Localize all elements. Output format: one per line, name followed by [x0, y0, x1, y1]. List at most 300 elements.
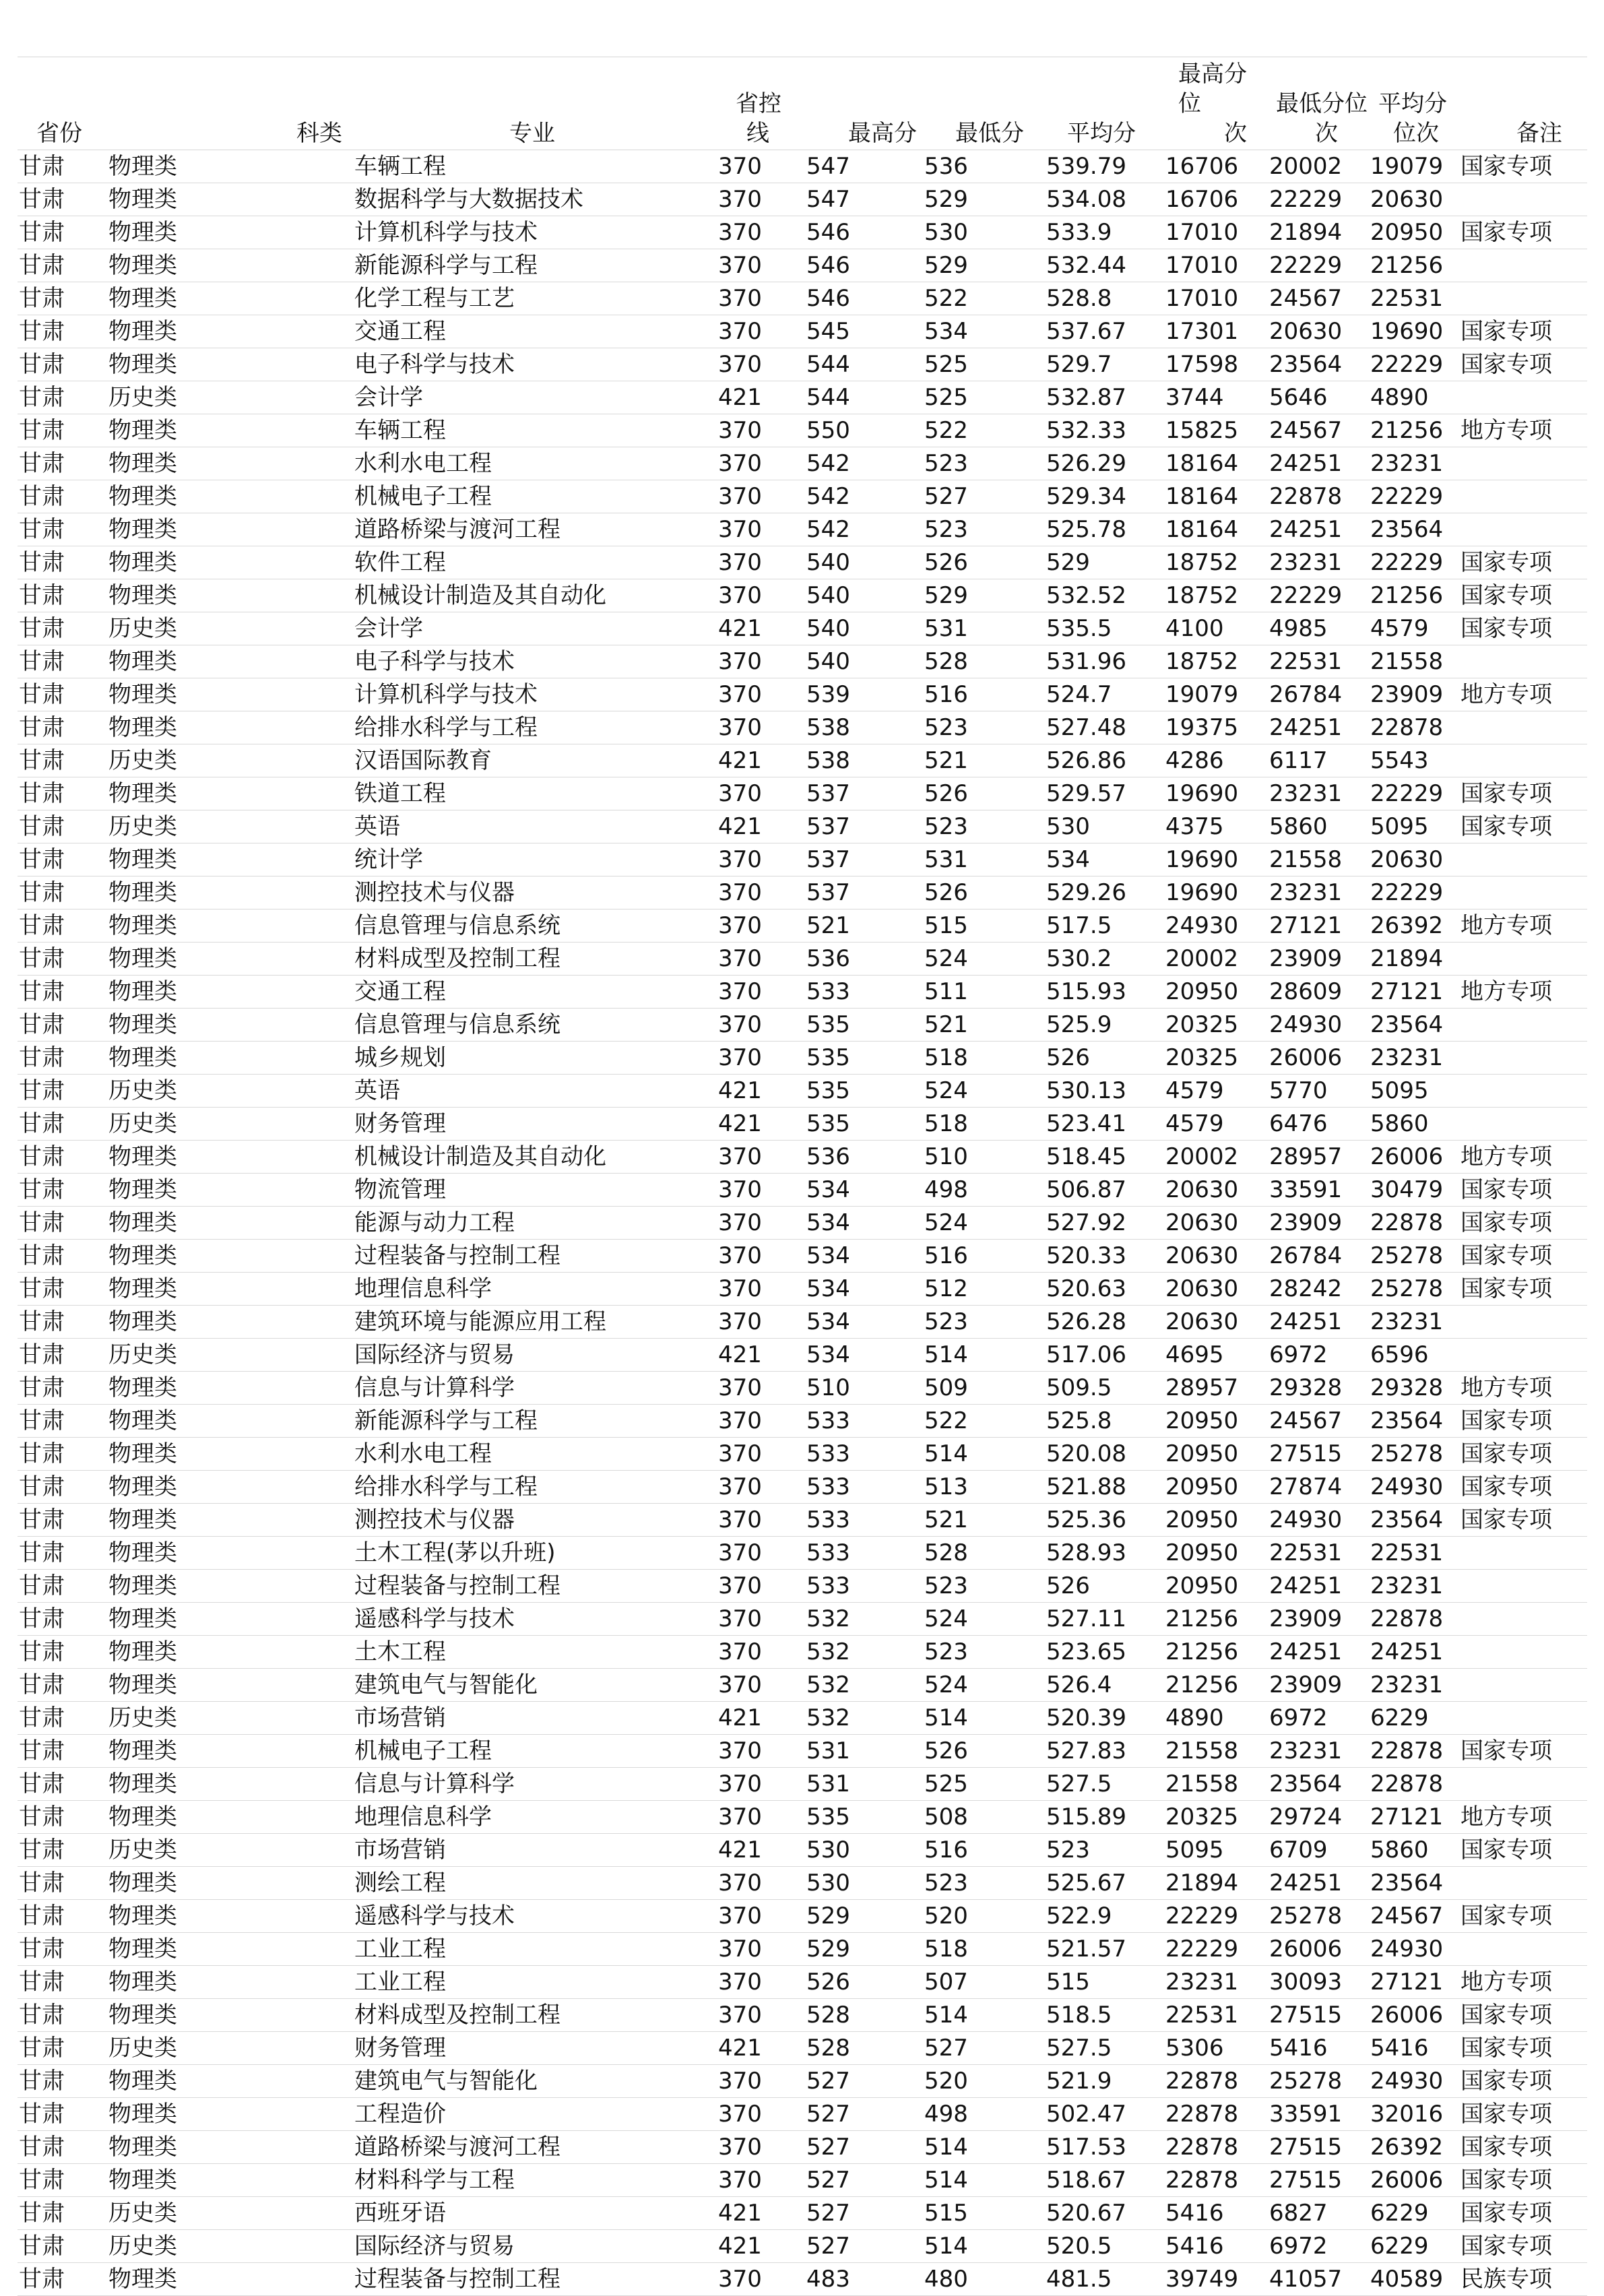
cell-province: 甘肃: [18, 1042, 108, 1075]
cell-note: [1461, 1042, 1587, 1075]
cell-major: 会计学: [354, 612, 718, 645]
cell-max-score: 483: [806, 2263, 924, 2296]
cell-category: 物理类: [108, 183, 354, 216]
cell-avg-rank: 27121: [1370, 976, 1461, 1009]
cell-max-score: 527: [806, 2098, 924, 2131]
cell-control-line: 370: [718, 1900, 806, 1933]
cell-major: 市场营销: [354, 1834, 718, 1867]
cell-note: 国家专项: [1461, 216, 1587, 249]
cell-min-score: 521: [924, 1009, 1046, 1042]
table-row: [18, 1834, 1587, 1867]
cell-avg-rank: 22229: [1370, 546, 1461, 579]
cell-max-score: 533: [806, 1438, 924, 1471]
cell-major: 建筑电气与智能化: [354, 1669, 718, 1702]
cell-min-score: 511: [924, 976, 1046, 1009]
cell-avg-score: 527.48: [1046, 711, 1165, 744]
cell-category: 物理类: [108, 480, 354, 513]
header-province: 省份: [18, 59, 108, 150]
cell-avg-rank: 25278: [1370, 1240, 1461, 1273]
table-row: [18, 2131, 1587, 2164]
cell-avg-rank: 22531: [1370, 1537, 1461, 1570]
cell-major: 建筑电气与智能化: [354, 2065, 718, 2098]
cell-province: 甘肃: [18, 2098, 108, 2131]
cell-avg-score: 532.52: [1046, 579, 1165, 612]
cell-control-line: 421: [718, 1702, 806, 1735]
cell-category: 物理类: [108, 2065, 354, 2098]
cell-major: 工程造价: [354, 2098, 718, 2131]
cell-avg-rank: 22229: [1370, 777, 1461, 810]
cell-avg-score: 525.78: [1046, 513, 1165, 546]
header-avg-rank: [1370, 59, 1461, 150]
cell-min-score: 523: [924, 711, 1046, 744]
cell-note: [1461, 1537, 1587, 1570]
header-max-rank-part2: 次: [1224, 120, 1247, 147]
table-row: [18, 1108, 1587, 1141]
cell-control-line: 421: [718, 744, 806, 777]
cell-avg-rank: 24251: [1370, 1636, 1461, 1669]
cell-category: 物理类: [108, 1141, 354, 1174]
cell-max-score: 533: [806, 1504, 924, 1537]
cell-min-rank: 27874: [1269, 1471, 1370, 1504]
cell-max-score: 535: [806, 1009, 924, 1042]
cell-min-score: 524: [924, 1075, 1046, 1108]
cell-max-score: 534: [806, 1273, 924, 1306]
cell-max-score: 528: [806, 2032, 924, 2065]
cell-category: 物理类: [108, 513, 354, 546]
cell-avg-score: 518.67: [1046, 2164, 1165, 2197]
cell-max-score: 531: [806, 1735, 924, 1768]
cell-major: 道路桥梁与渡河工程: [354, 2131, 718, 2164]
cell-max-rank: 5306: [1165, 2032, 1269, 2065]
cell-max-score: 510: [806, 1372, 924, 1405]
cell-province: 甘肃: [18, 1174, 108, 1207]
table-row: [18, 1537, 1587, 1570]
cell-province: 甘肃: [18, 1966, 108, 1999]
table-row: [18, 2032, 1587, 2065]
header-major: 专业: [354, 59, 718, 150]
table-row: [18, 2065, 1587, 2098]
cell-major: 地理信息科学: [354, 1801, 718, 1834]
table-row: [18, 645, 1587, 678]
cell-province: 甘肃: [18, 480, 108, 513]
cell-min-score: 522: [924, 282, 1046, 315]
cell-note: 国家专项: [1461, 612, 1587, 645]
cell-category: 物理类: [108, 282, 354, 315]
cell-min-rank: 23909: [1269, 1207, 1370, 1240]
table-row: [18, 1075, 1587, 1108]
cell-major: 材料成型及控制工程: [354, 943, 718, 976]
cell-control-line: 370: [718, 447, 806, 480]
cell-category: 物理类: [108, 1273, 354, 1306]
cell-max-rank: 21256: [1165, 1669, 1269, 1702]
cell-avg-score: 523: [1046, 1834, 1165, 1867]
cell-province: 甘肃: [18, 1768, 108, 1801]
cell-major: 道路桥梁与渡河工程: [354, 513, 718, 546]
cell-min-rank: 26784: [1269, 1240, 1370, 1273]
cell-category: 物理类: [108, 1900, 354, 1933]
cell-province: 甘肃: [18, 1900, 108, 1933]
cell-max-score: 537: [806, 810, 924, 843]
cell-max-rank: 24930: [1165, 910, 1269, 943]
cell-min-rank: 24251: [1269, 1867, 1370, 1900]
cell-min-rank: 24251: [1269, 513, 1370, 546]
cell-control-line: 370: [718, 1306, 806, 1339]
cell-category: 历史类: [108, 1339, 354, 1372]
table-row: [18, 1669, 1587, 1702]
cell-min-rank: 22531: [1269, 645, 1370, 678]
cell-max-rank: 16706: [1165, 183, 1269, 216]
cell-max-score: 540: [806, 546, 924, 579]
cell-major: 土木工程: [354, 1636, 718, 1669]
cell-category: 物理类: [108, 1603, 354, 1636]
cell-avg-score: 525.8: [1046, 1405, 1165, 1438]
cell-category: 物理类: [108, 1867, 354, 1900]
table-row: [18, 1735, 1587, 1768]
cell-category: 物理类: [108, 1966, 354, 1999]
cell-province: 甘肃: [18, 579, 108, 612]
cell-avg-rank: 21558: [1370, 645, 1461, 678]
cell-max-score: 521: [806, 910, 924, 943]
cell-major: 地理信息科学: [354, 1273, 718, 1306]
cell-control-line: 370: [718, 1405, 806, 1438]
cell-note: [1461, 1339, 1587, 1372]
cell-avg-rank: 4890: [1370, 381, 1461, 414]
cell-major: 建筑环境与能源应用工程: [354, 1306, 718, 1339]
cell-max-score: 530: [806, 1834, 924, 1867]
cell-control-line: 370: [718, 943, 806, 976]
cell-note: 国家专项: [1461, 2197, 1587, 2230]
cell-max-rank: 17010: [1165, 249, 1269, 282]
header-note: 备注: [1461, 59, 1587, 150]
cell-category: 物理类: [108, 976, 354, 1009]
table-row: [18, 414, 1587, 447]
cell-max-score: 542: [806, 513, 924, 546]
cell-province: 甘肃: [18, 711, 108, 744]
cell-province: 甘肃: [18, 943, 108, 976]
cell-max-rank: 21558: [1165, 1768, 1269, 1801]
cell-major: 给排水科学与工程: [354, 711, 718, 744]
cell-control-line: 370: [718, 282, 806, 315]
cell-min-score: 524: [924, 1207, 1046, 1240]
cell-min-score: 525: [924, 381, 1046, 414]
cell-province: 甘肃: [18, 1867, 108, 1900]
cell-avg-rank: 6596: [1370, 1339, 1461, 1372]
cell-min-rank: 23231: [1269, 1735, 1370, 1768]
table-row: [18, 2263, 1587, 2296]
cell-avg-score: 517.5: [1046, 910, 1165, 943]
cell-major: 计算机科学与技术: [354, 216, 718, 249]
cell-note: [1461, 1075, 1587, 1108]
cell-avg-rank: 6229: [1370, 1702, 1461, 1735]
cell-category: 物理类: [108, 777, 354, 810]
cell-min-score: 510: [924, 1141, 1046, 1174]
cell-avg-score: 509.5: [1046, 1372, 1165, 1405]
cell-min-score: 518: [924, 1933, 1046, 1966]
cell-major: 过程装备与控制工程: [354, 2263, 718, 2296]
cell-min-rank: 24251: [1269, 1306, 1370, 1339]
cell-province: 甘肃: [18, 1141, 108, 1174]
cell-note: [1461, 1669, 1587, 1702]
cell-min-score: 516: [924, 1834, 1046, 1867]
cell-max-rank: 18164: [1165, 513, 1269, 546]
cell-avg-score: 515.93: [1046, 976, 1165, 1009]
cell-max-score: 527: [806, 2065, 924, 2098]
cell-category: 历史类: [108, 810, 354, 843]
cell-max-rank: 5416: [1165, 2230, 1269, 2263]
cell-category: 历史类: [108, 1075, 354, 1108]
cell-province: 甘肃: [18, 1801, 108, 1834]
table-row: [18, 744, 1587, 777]
cell-note: 国家专项: [1461, 1405, 1587, 1438]
cell-category: 历史类: [108, 744, 354, 777]
header-avg-score: 平均分: [1046, 59, 1165, 150]
cell-avg-rank: 23564: [1370, 1405, 1461, 1438]
cell-control-line: 370: [718, 678, 806, 711]
cell-note: [1461, 876, 1587, 910]
table-row: [18, 2230, 1587, 2263]
cell-max-score: 533: [806, 1537, 924, 1570]
cell-avg-score: 529: [1046, 546, 1165, 579]
cell-min-rank: 22531: [1269, 1537, 1370, 1570]
cell-max-rank: 28957: [1165, 1372, 1269, 1405]
cell-avg-rank: 32016: [1370, 2098, 1461, 2131]
cell-min-score: 514: [924, 1339, 1046, 1372]
cell-max-rank: 39749: [1165, 2263, 1269, 2296]
cell-avg-rank: 22229: [1370, 876, 1461, 910]
cell-min-score: 531: [924, 843, 1046, 876]
cell-avg-rank: 6229: [1370, 2197, 1461, 2230]
cell-province: 甘肃: [18, 447, 108, 480]
cell-note: 国家专项: [1461, 1471, 1587, 1504]
cell-min-score: 507: [924, 1966, 1046, 1999]
header-min-rank-part2: 次: [1315, 120, 1338, 147]
cell-major: 机械电子工程: [354, 1735, 718, 1768]
cell-avg-rank: 23564: [1370, 513, 1461, 546]
table-row: [18, 1636, 1587, 1669]
cell-category: 物理类: [108, 943, 354, 976]
cell-max-score: 537: [806, 843, 924, 876]
table-row: [18, 2164, 1587, 2197]
cell-note: [1461, 1306, 1587, 1339]
cell-max-score: 533: [806, 1405, 924, 1438]
cell-avg-rank: 40589: [1370, 2263, 1461, 2296]
cell-control-line: 421: [718, 2197, 806, 2230]
cell-province: 甘肃: [18, 1471, 108, 1504]
cell-category: 物理类: [108, 546, 354, 579]
cell-note: 国家专项: [1461, 315, 1587, 348]
cell-min-score: 520: [924, 2065, 1046, 2098]
cell-min-score: 526: [924, 1735, 1046, 1768]
cell-max-rank: 4579: [1165, 1075, 1269, 1108]
cell-major: 机械电子工程: [354, 480, 718, 513]
cell-province: 甘肃: [18, 546, 108, 579]
cell-avg-score: 526: [1046, 1570, 1165, 1603]
cell-avg-rank: 23564: [1370, 1009, 1461, 1042]
table-row: [18, 612, 1587, 645]
cell-major: 水利水电工程: [354, 447, 718, 480]
cell-avg-rank: 25278: [1370, 1273, 1461, 1306]
cell-category: 物理类: [108, 678, 354, 711]
cell-min-score: 524: [924, 1603, 1046, 1636]
cell-min-rank: 24251: [1269, 1570, 1370, 1603]
cell-max-score: 532: [806, 1636, 924, 1669]
cell-avg-rank: 23231: [1370, 1306, 1461, 1339]
cell-control-line: 370: [718, 1603, 806, 1636]
cell-min-score: 531: [924, 612, 1046, 645]
cell-major: 机械设计制造及其自动化: [354, 579, 718, 612]
cell-avg-rank: 23564: [1370, 1867, 1461, 1900]
cell-min-score: 514: [924, 1999, 1046, 2032]
cell-max-rank: 18164: [1165, 480, 1269, 513]
cell-province: 甘肃: [18, 1933, 108, 1966]
cell-control-line: 370: [718, 1438, 806, 1471]
cell-avg-score: 530: [1046, 810, 1165, 843]
cell-min-score: 525: [924, 348, 1046, 381]
cell-min-rank: 27515: [1269, 2131, 1370, 2164]
cell-category: 历史类: [108, 381, 354, 414]
cell-avg-rank: 22531: [1370, 282, 1461, 315]
cell-province: 甘肃: [18, 1273, 108, 1306]
cell-category: 物理类: [108, 1570, 354, 1603]
cell-category: 物理类: [108, 2164, 354, 2197]
cell-category: 物理类: [108, 1636, 354, 1669]
cell-avg-rank: 20950: [1370, 216, 1461, 249]
table-row: [18, 381, 1587, 414]
cell-min-score: 522: [924, 1405, 1046, 1438]
cell-max-rank: 19079: [1165, 678, 1269, 711]
cell-category: 物理类: [108, 216, 354, 249]
cell-avg-rank: 26006: [1370, 1999, 1461, 2032]
cell-note: [1461, 744, 1587, 777]
cell-avg-score: 529.34: [1046, 480, 1165, 513]
table-row: [18, 678, 1587, 711]
cell-control-line: 370: [718, 513, 806, 546]
cell-min-score: 526: [924, 546, 1046, 579]
cell-avg-score: 528.8: [1046, 282, 1165, 315]
cell-min-score: 525: [924, 1768, 1046, 1801]
cell-max-score: 540: [806, 645, 924, 678]
cell-category: 历史类: [108, 1702, 354, 1735]
cell-avg-score: 525.67: [1046, 1867, 1165, 1900]
cell-major: 物流管理: [354, 1174, 718, 1207]
cell-category: 物理类: [108, 249, 354, 282]
cell-control-line: 370: [718, 1372, 806, 1405]
cell-max-score: 537: [806, 777, 924, 810]
cell-max-score: 532: [806, 1603, 924, 1636]
cell-min-rank: 24567: [1269, 282, 1370, 315]
cell-province: 甘肃: [18, 1207, 108, 1240]
cell-note: [1461, 381, 1587, 414]
table-row: [18, 1702, 1587, 1735]
table-row: [18, 1207, 1587, 1240]
cell-province: 甘肃: [18, 744, 108, 777]
cell-min-score: 529: [924, 579, 1046, 612]
cell-avg-score: 532.44: [1046, 249, 1165, 282]
cell-major: 测绘工程: [354, 1867, 718, 1900]
cell-max-score: 536: [806, 1141, 924, 1174]
cell-major: 信息与计算科学: [354, 1768, 718, 1801]
table-body: [18, 150, 1587, 2296]
cell-max-rank: 5416: [1165, 2197, 1269, 2230]
cell-avg-rank: 30479: [1370, 1174, 1461, 1207]
cell-province: 甘肃: [18, 910, 108, 943]
cell-control-line: 370: [718, 711, 806, 744]
cell-max-score: 538: [806, 744, 924, 777]
cell-min-score: 516: [924, 678, 1046, 711]
cell-avg-rank: 21256: [1370, 414, 1461, 447]
cell-avg-rank: 5860: [1370, 1108, 1461, 1141]
cell-min-rank: 23564: [1269, 1768, 1370, 1801]
cell-province: 甘肃: [18, 1603, 108, 1636]
cell-category: 物理类: [108, 1438, 354, 1471]
cell-max-score: 540: [806, 579, 924, 612]
cell-avg-rank: 23231: [1370, 1570, 1461, 1603]
cell-category: 物理类: [108, 1372, 354, 1405]
table-row: [18, 1801, 1587, 1834]
table-row: [18, 910, 1587, 943]
table-row: [18, 1867, 1587, 1900]
cell-min-rank: 6117: [1269, 744, 1370, 777]
cell-province: 甘肃: [18, 282, 108, 315]
cell-control-line: 370: [718, 579, 806, 612]
cell-note: [1461, 943, 1587, 976]
cell-avg-score: 528.93: [1046, 1537, 1165, 1570]
cell-avg-score: 533.9: [1046, 216, 1165, 249]
table-row: [18, 282, 1587, 315]
cell-province: 甘肃: [18, 1339, 108, 1372]
cell-category: 物理类: [108, 843, 354, 876]
cell-major: 软件工程: [354, 546, 718, 579]
cell-control-line: 370: [718, 2131, 806, 2164]
cell-max-rank: 18752: [1165, 546, 1269, 579]
cell-category: 物理类: [108, 1504, 354, 1537]
cell-max-rank: 22229: [1165, 1933, 1269, 1966]
cell-avg-rank: 4579: [1370, 612, 1461, 645]
cell-min-rank: 24930: [1269, 1009, 1370, 1042]
cell-min-score: 512: [924, 1273, 1046, 1306]
cell-note: 地方专项: [1461, 1141, 1587, 1174]
cell-control-line: 370: [718, 249, 806, 282]
cell-province: 甘肃: [18, 1306, 108, 1339]
cell-province: 甘肃: [18, 249, 108, 282]
cell-control-line: 370: [718, 150, 806, 183]
cell-min-rank: 21558: [1269, 843, 1370, 876]
table-row: [18, 1339, 1587, 1372]
cell-max-rank: 22878: [1165, 2131, 1269, 2164]
cell-province: 甘肃: [18, 2164, 108, 2197]
cell-avg-rank: 22878: [1370, 1735, 1461, 1768]
cell-min-score: 529: [924, 183, 1046, 216]
cell-note: [1461, 1108, 1587, 1141]
cell-avg-rank: 23231: [1370, 1042, 1461, 1075]
cell-control-line: 421: [718, 2230, 806, 2263]
cell-min-score: 518: [924, 1108, 1046, 1141]
cell-min-rank: 5770: [1269, 1075, 1370, 1108]
cell-min-rank: 26006: [1269, 1042, 1370, 1075]
cell-min-score: 513: [924, 1471, 1046, 1504]
cell-min-rank: 23909: [1269, 1603, 1370, 1636]
cell-max-score: 528: [806, 1999, 924, 2032]
cell-avg-score: 520.08: [1046, 1438, 1165, 1471]
table-row: [18, 1306, 1587, 1339]
cell-min-rank: 28957: [1269, 1141, 1370, 1174]
cell-max-rank: 4286: [1165, 744, 1269, 777]
cell-max-rank: 20950: [1165, 1471, 1269, 1504]
cell-min-rank: 29328: [1269, 1372, 1370, 1405]
cell-major: 能源与动力工程: [354, 1207, 718, 1240]
cell-avg-score: 520.63: [1046, 1273, 1165, 1306]
cell-max-rank: 20630: [1165, 1174, 1269, 1207]
